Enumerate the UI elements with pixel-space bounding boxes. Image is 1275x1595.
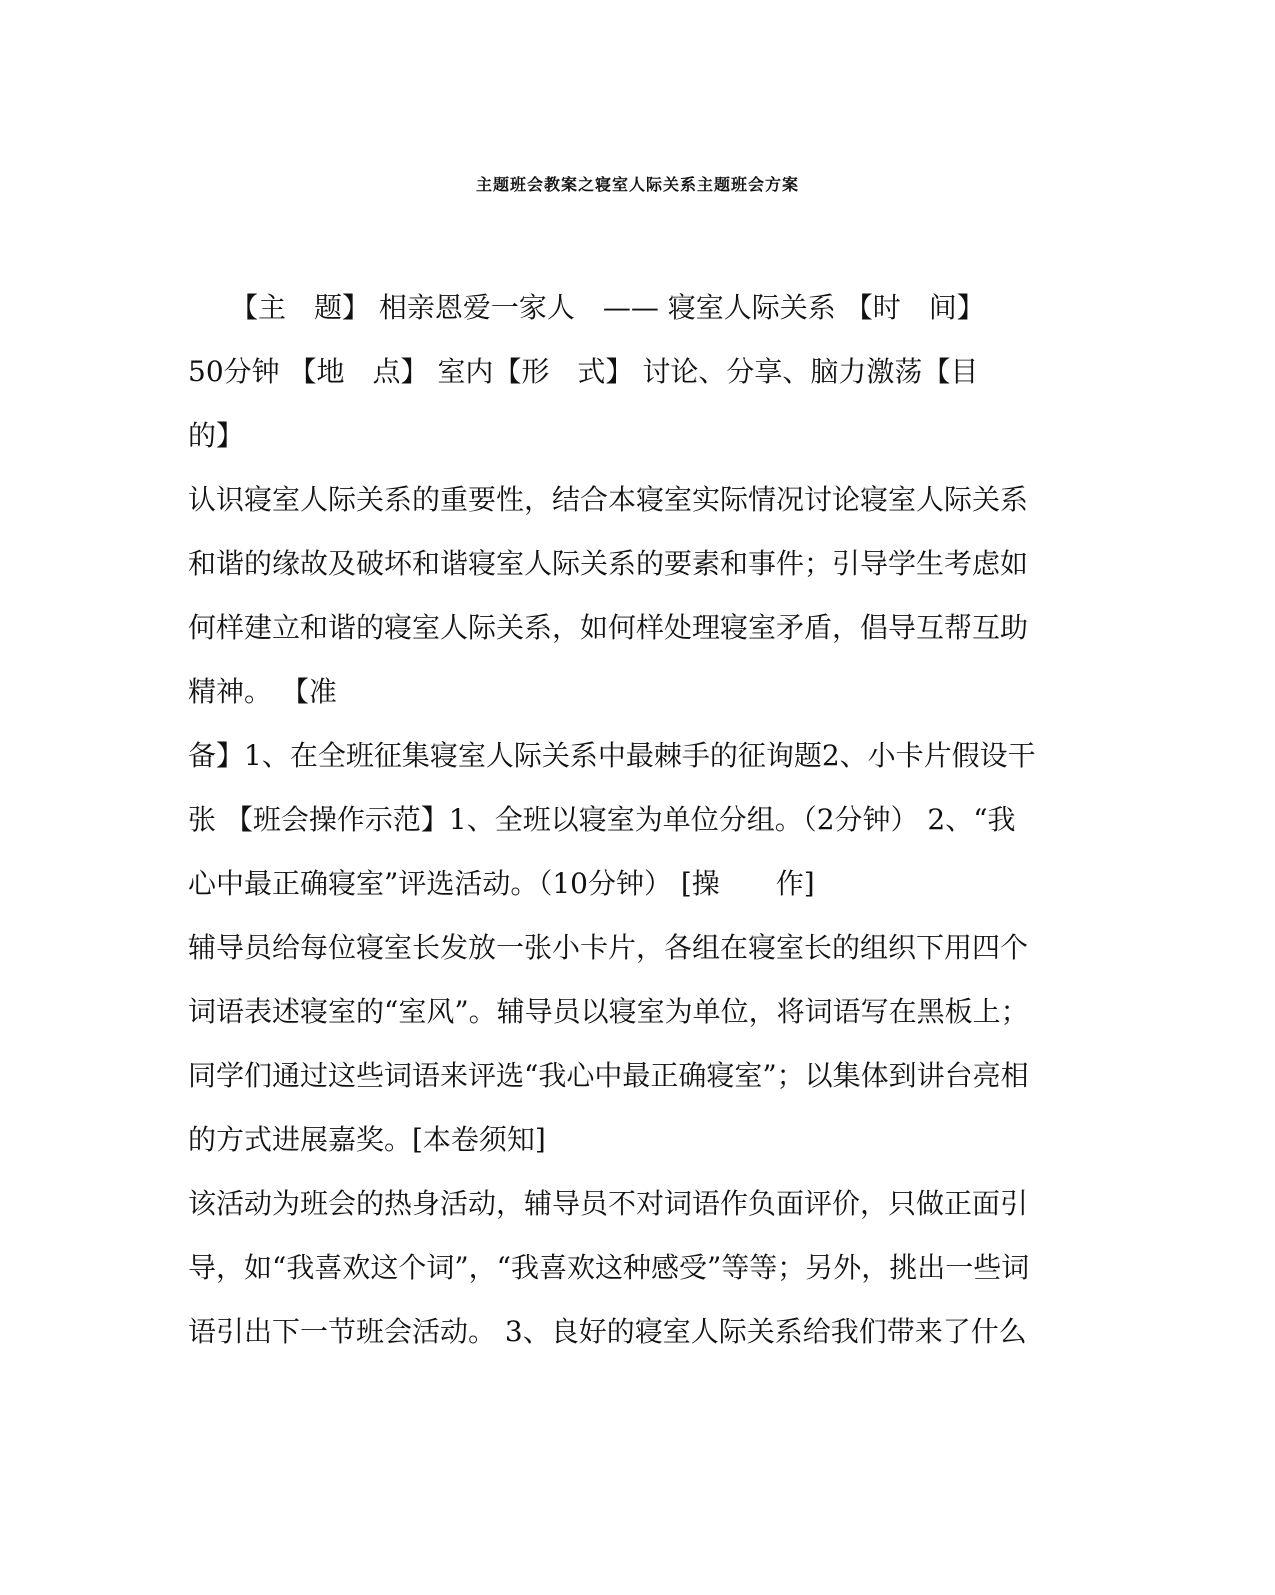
document-title: 主题班会教案之寝室人际关系主题班会方案: [475, 175, 799, 194]
body-line: 50分钟 【地 点】 室内【形 式】 讨论、分享、脑力激荡【目: [188, 355, 979, 388]
body-line: 心中最正确寝室”评选活动。（10分钟） [操 作]: [188, 867, 815, 900]
body-line: 【主 题】 相亲恩爱一家人 —— 寝室人际关系 【时 间】: [188, 291, 985, 324]
body-line: 何样建立和谐的寝室人际关系，如何样处理寝室矛盾，倡导互帮互助: [188, 611, 1029, 644]
body-line: 的】: [188, 419, 245, 452]
body-line: 精神。 【准: [188, 675, 337, 708]
body-line: 同学们通过这些词语来评选“我心中最正确寝室”；以集体到讲台亮相: [188, 1059, 1029, 1092]
body-line: 导，如“我喜欢这个词”，“我喜欢这种感受”等等；另外，挑出一些词: [188, 1251, 1030, 1284]
body-line: 和谐的缘故及破坏和谐寝室人际关系的要素和事件；引导学生考虑如: [188, 547, 1029, 580]
body-line: 备】1、在全班征集寝室人际关系中最棘手的征询题2、小卡片假设干: [188, 739, 1036, 772]
body-line: 该活动为班会的热身活动，辅导员不对词语作负面评价，只做正面引: [188, 1187, 1029, 1220]
body-line: 的方式进展嘉奖。[本卷须知]: [188, 1123, 546, 1156]
body-line: 语引出下一节班会活动。 3、良好的寝室人际关系给我们带来了什么: [188, 1315, 1027, 1348]
body-line: 辅导员给每位寝室长发放一张小卡片，各组在寝室长的组织下用四个: [188, 931, 1029, 964]
body-line: 张 【班会操作示范】1、全班以寝室为单位分组。（2分钟） 2、“我: [188, 803, 1016, 836]
body-line: 词语表述寝室的“室风”。辅导员以寝室为单位，将词语写在黑板上；: [188, 995, 1029, 1028]
body-line: 认识寝室人际关系的重要性，结合本寝室实际情况讨论寝室人际关系: [188, 483, 1029, 516]
